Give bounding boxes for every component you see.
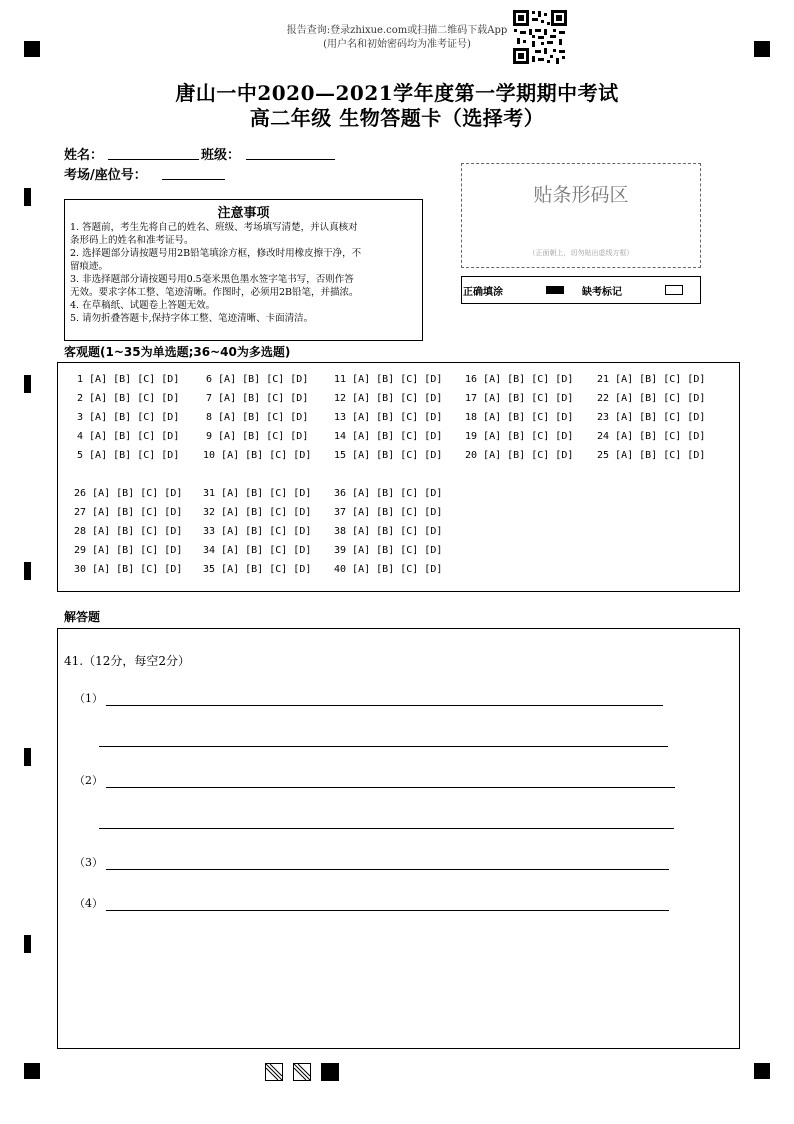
objective-question-row[interactable]: 14 [A] [B] [C] [D]: [334, 431, 443, 442]
objective-question-row[interactable]: 25 [A] [B] [C] [D]: [597, 450, 706, 461]
item-3-label: （3）: [74, 856, 103, 869]
header-query-line: 报告查询:登录zhixue.com或扫描二维码下载App: [286, 25, 508, 36]
objective-question-row[interactable]: 1 [A] [B] [C] [D]: [77, 374, 180, 385]
notice-line: 2. 选择题部分请按题号用2B铅笔填涂方框，修改时用橡皮擦干净，不: [70, 248, 362, 259]
objective-question-row[interactable]: 7 [A] [B] [C] [D]: [206, 393, 309, 404]
corner-mark-bottom-left: [24, 1063, 40, 1079]
notice-line: 留痕迹。: [70, 261, 109, 272]
subjective-label: 解答题: [64, 610, 101, 624]
objective-question-row[interactable]: 17 [A] [B] [C] [D]: [465, 393, 574, 404]
objective-question-row[interactable]: 5 [A] [B] [C] [D]: [77, 450, 180, 461]
objective-question-row[interactable]: 6 [A] [B] [C] [D]: [206, 374, 309, 385]
objective-question-row[interactable]: 39 [A] [B] [C] [D]: [334, 545, 443, 556]
timing-mark: [24, 935, 31, 953]
corner-mark-bottom-right: [754, 1063, 770, 1079]
exam-title: 唐山一中2020—2021学年度第一学期期中考试: [175, 81, 619, 105]
objective-question-row[interactable]: 26 [A] [B] [C] [D]: [74, 488, 183, 499]
notice-line: 4. 在草稿纸、试题卷上答题无效。: [70, 300, 216, 311]
item-2-label: （2）: [74, 774, 103, 787]
objective-question-row[interactable]: 11 [A] [B] [C] [D]: [334, 374, 443, 385]
class-field[interactable]: [246, 145, 335, 160]
objective-question-row[interactable]: 12 [A] [B] [C] [D]: [334, 393, 443, 404]
timing-mark: [24, 748, 31, 766]
objective-question-row[interactable]: 28 [A] [B] [C] [D]: [74, 526, 183, 537]
barcode-area: [461, 163, 701, 268]
objective-question-row[interactable]: 29 [A] [B] [C] [D]: [74, 545, 183, 556]
notice-title: 注意事项: [217, 206, 270, 221]
absent-mark-label: 缺考标记: [582, 287, 622, 298]
objective-question-row[interactable]: 15 [A] [B] [C] [D]: [334, 450, 443, 461]
answer-line-1a[interactable]: [106, 704, 663, 706]
objective-label: 客观题(1~35为单选题;36~40为多选题): [64, 345, 291, 359]
objective-question-row[interactable]: 2 [A] [B] [C] [D]: [77, 393, 180, 404]
subjective-box: [57, 628, 740, 1049]
answer-line-2b[interactable]: [99, 827, 674, 829]
answer-line-3[interactable]: [106, 868, 669, 870]
page-marks-icon: [265, 1063, 341, 1081]
objective-question-row[interactable]: 23 [A] [B] [C] [D]: [597, 412, 706, 423]
class-label: 班级：: [201, 148, 241, 163]
objective-question-row[interactable]: 33 [A] [B] [C] [D]: [203, 526, 312, 537]
objective-question-row[interactable]: 27 [A] [B] [C] [D]: [74, 507, 183, 518]
barcode-title: 贴条形码区: [533, 184, 629, 206]
objective-question-row[interactable]: 10 [A] [B] [C] [D]: [203, 450, 312, 461]
objective-question-row[interactable]: 19 [A] [B] [C] [D]: [465, 431, 574, 442]
notice-line: 3. 非选择题部分请按题号用0.5毫米黑色墨水签字笔书写，否则作答: [70, 274, 354, 285]
header-hint-line: (用户名和初始密码均为准考证号): [323, 39, 471, 50]
objective-question-row[interactable]: 30 [A] [B] [C] [D]: [74, 564, 183, 575]
objective-question-row[interactable]: 21 [A] [B] [C] [D]: [597, 374, 706, 385]
timing-mark: [24, 562, 31, 580]
seat-field[interactable]: [162, 165, 225, 180]
name-label: 姓名：: [64, 148, 104, 163]
objective-question-row[interactable]: 9 [A] [B] [C] [D]: [206, 431, 309, 442]
name-field[interactable]: [108, 145, 199, 160]
item-4-label: （4）: [74, 897, 103, 910]
item-1-label: （1）: [74, 692, 103, 705]
objective-question-row[interactable]: 35 [A] [B] [C] [D]: [203, 564, 312, 575]
answer-line-1b[interactable]: [99, 745, 668, 747]
objective-question-row[interactable]: 32 [A] [B] [C] [D]: [203, 507, 312, 518]
notice-line: 条形码上的姓名和准考证号。: [70, 235, 194, 246]
objective-question-row[interactable]: 16 [A] [B] [C] [D]: [465, 374, 574, 385]
timing-mark: [24, 375, 31, 393]
fill-legend: [461, 276, 701, 304]
objective-question-row[interactable]: 13 [A] [B] [C] [D]: [334, 412, 443, 423]
notice-line: 5. 请勿折叠答题卡,保持字体工整、笔迹清晰、卡面清洁。: [70, 313, 314, 324]
correct-fill-label: 正确填涂: [463, 287, 503, 298]
objective-question-row[interactable]: 38 [A] [B] [C] [D]: [334, 526, 443, 537]
objective-question-row[interactable]: 40 [A] [B] [C] [D]: [334, 564, 443, 575]
objective-question-row[interactable]: 24 [A] [B] [C] [D]: [597, 431, 706, 442]
qr-code-icon: [512, 9, 568, 65]
objective-question-row[interactable]: 4 [A] [B] [C] [D]: [77, 431, 180, 442]
barcode-hint: （正面朝上，切勿贴出虚线方框）: [528, 249, 634, 257]
objective-question-row[interactable]: 3 [A] [B] [C] [D]: [77, 412, 180, 423]
objective-question-row[interactable]: 20 [A] [B] [C] [D]: [465, 450, 574, 461]
objective-question-row[interactable]: 37 [A] [B] [C] [D]: [334, 507, 443, 518]
notice-line: 1. 答题前，考生先将自己的姓名、班级、考场填写清楚，并认真核对: [70, 222, 358, 233]
notice-box: [64, 199, 423, 341]
timing-mark: [24, 188, 31, 206]
objective-question-row[interactable]: 31 [A] [B] [C] [D]: [203, 488, 312, 499]
answer-line-4[interactable]: [106, 909, 669, 911]
absent-mark-box[interactable]: [665, 285, 683, 295]
exam-subtitle: 高二年级 生物答题卡（选择考）: [249, 106, 545, 130]
seat-label: 考场/座位号：: [64, 168, 147, 183]
objective-question-row[interactable]: 22 [A] [B] [C] [D]: [597, 393, 706, 404]
objective-question-row[interactable]: 8 [A] [B] [C] [D]: [206, 412, 309, 423]
objective-question-row[interactable]: 18 [A] [B] [C] [D]: [465, 412, 574, 423]
question-41: 41.（12分，每空2分）: [64, 654, 190, 668]
answer-line-2a[interactable]: [106, 786, 675, 788]
objective-question-row[interactable]: 34 [A] [B] [C] [D]: [203, 545, 312, 556]
correct-fill-sample: [546, 286, 564, 294]
objective-question-row[interactable]: 36 [A] [B] [C] [D]: [334, 488, 443, 499]
notice-line: 无效。要求字体工整、笔迹清晰。作图时，必须用2B铅笔，并描浓。: [70, 287, 359, 298]
